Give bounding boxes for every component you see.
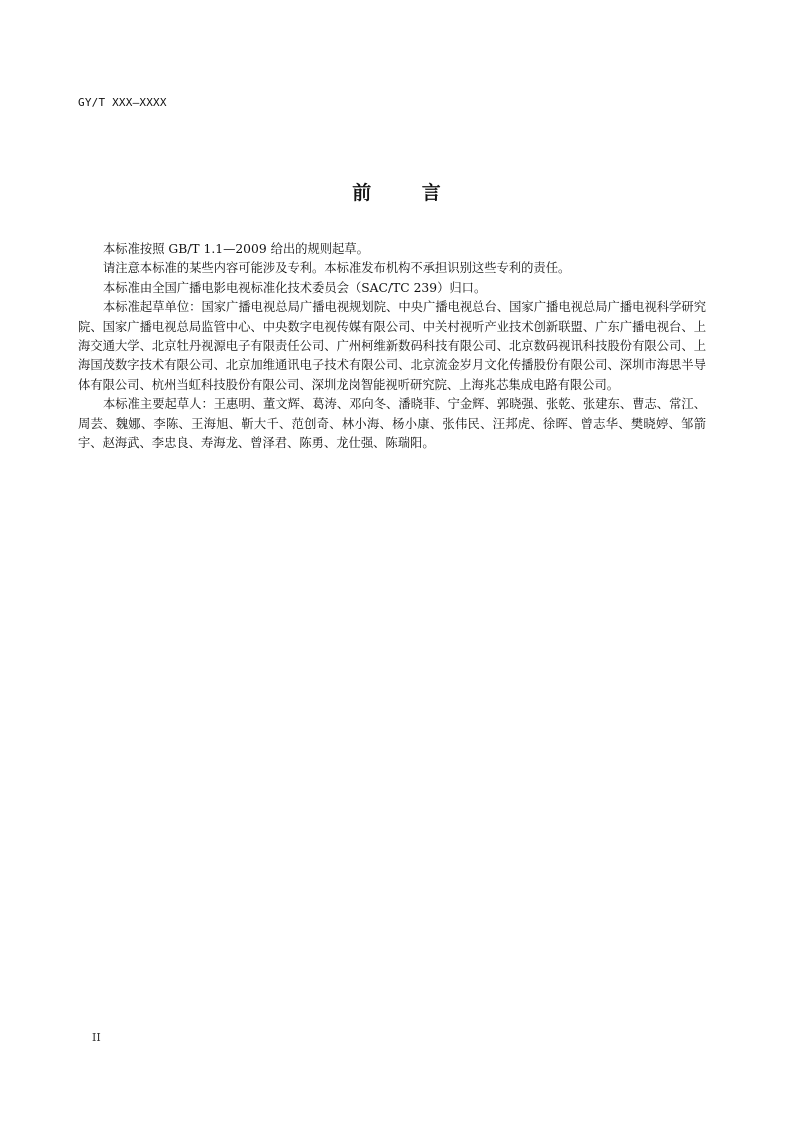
document-code: GY/T XXX—XXXX xyxy=(78,96,167,109)
paragraph-patent-notice: 请注意本标准的某些内容可能涉及专利。本标准发布机构不承担识别这些专利的责任。 xyxy=(103,261,571,276)
paragraph-drafting-rules: 本标准按照 GB/T 1.1—2009 给出的规则起草。 xyxy=(103,242,369,256)
paragraph-committee: 本标准由全国广播电影电视标准化技术委员会（SAC/TC 239）归口。 xyxy=(103,280,487,295)
page-title: 前 言 xyxy=(352,182,463,204)
paragraph-drafting-units: 本标准起草单位：国家广播电视总局广播电视规划院、中央广播电视总台、国家广播电视总局广播电视科学研究院、国家广播电视总局监管中心、中央数字电视传媒有限公司、中关村视听产业技术创新联盟、广东广播电视台、上海交通大学、北京牡丹视源电子有限责任公司、广州柯维新数码科技有限公司、北京数码视讯科技股份有限公司、上海国茂数字技术有限公司、北京加维通讯电子技术有限公司、北京流金岁月文化传播股份有限公司、深圳市海思半导体有限公司、杭州当虹科技股份有限公司、深圳龙岗智能视听研究院、上海兆芯集成电路有限公司。 xyxy=(78,300,706,392)
paragraph-drafters: 本标准主要起草人：王惠明、董文辉、葛涛、邓向冬、潘晓菲、宁金辉、郭晓强、张乾、张建东、曹志、常江、周芸、魏娜、李陈、王海旭、靳大千、范创奇、林小海、杨小康、张伟民、汪邦虎、徐晖、曾志华、樊晓婷、邹箭宇、赵海武、李忠良、寿海龙、曾泽君、陈勇、龙仕强、陈瑞阳。 xyxy=(78,397,706,451)
foreword-body xyxy=(78,240,706,453)
page-number: II xyxy=(92,1031,101,1044)
